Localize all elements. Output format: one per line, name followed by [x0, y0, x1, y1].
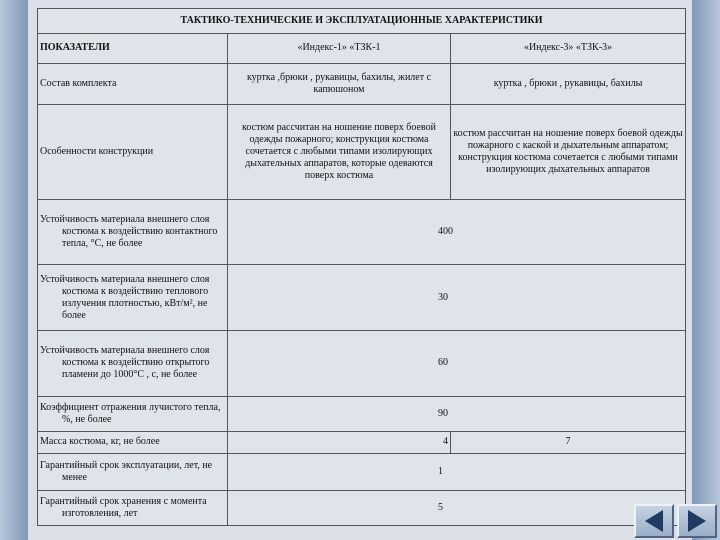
left-decor-stripe: [0, 0, 28, 540]
row-label-reflection: Коэффициент отражения лучистого тепла, %, не более: [40, 401, 221, 425]
row-label-contact-heat: Устойчивость материала внешнего слоя костюма к воздействию контактного тепла, °С, не более: [40, 214, 218, 250]
table-title: ТАКТИКО-ТЕХНИЧЕСКИЕ И ЭКСПЛУАТАЦИОННЫЕ ХАРАКТЕРИСТИКИ: [38, 9, 686, 34]
row-flame-value: 60: [228, 331, 686, 397]
next-slide-button[interactable]: [677, 504, 717, 538]
row-reflection-value: 90: [228, 396, 686, 431]
row-storage-value: 5: [228, 491, 686, 526]
row-heat-flux-value: 30: [228, 265, 686, 331]
row-set-col1: куртка ,брюки , рукавицы, бахилы, жилет с капюшоном: [228, 64, 451, 105]
row-service-life-value: 1: [228, 454, 686, 491]
row-label-service-life: Гарантийный срок эксплуатации, лет, не менее: [40, 460, 213, 484]
row-mass-col2: 7: [451, 431, 686, 454]
prev-slide-button[interactable]: [634, 504, 674, 538]
header-col1: «Индекс-1» «ТЗК-1: [228, 33, 451, 64]
arrow-left-icon: [645, 510, 663, 532]
row-label-flame: Устойчивость материала внешнего слоя костюма к воздействию открытого пламени до 1000°С , с, не более: [40, 345, 210, 381]
spec-table: [37, 8, 686, 526]
row-design-col2: костюм рассчитан на ношение поверх боевой одежды пожарного с каской и дыхательным аппаратом; конструкция костюма сочетается с любыми типами изолирующих дыхательных аппаратов: [451, 105, 686, 199]
header-param: ПОКАЗАТЕЛИ: [38, 33, 228, 64]
header-col2: «Индекс-3» «ТЗК-3»: [451, 33, 686, 64]
row-label-mass: Масса костюма, кг, не более: [38, 431, 228, 454]
right-decor-stripe: [692, 0, 720, 540]
row-label-set: Состав комплекта: [38, 64, 228, 105]
row-contact-heat-value: 400: [228, 199, 686, 265]
row-set-col2: куртка , брюки , рукавицы, бахилы: [451, 64, 686, 105]
row-design-col1: костюм рассчитан на ношение поверх боевой одежды пожарного; конструкция костюма сочетается с любыми типами изолирующих дыхательных аппаратов, которые одеваются поверх костюма: [228, 105, 451, 199]
arrow-right-icon: [688, 510, 706, 532]
row-label-storage: Гарантийный срок хранения с момента изготовления, лет: [40, 496, 207, 520]
row-mass-col1: 4: [228, 431, 451, 454]
row-label-design: Особенности конструкции: [38, 105, 228, 199]
row-label-heat-flux: Устойчивость материала внешнего слоя костюма к воздействию теплового излучения плотностью, кВт/м², не более: [40, 273, 210, 321]
